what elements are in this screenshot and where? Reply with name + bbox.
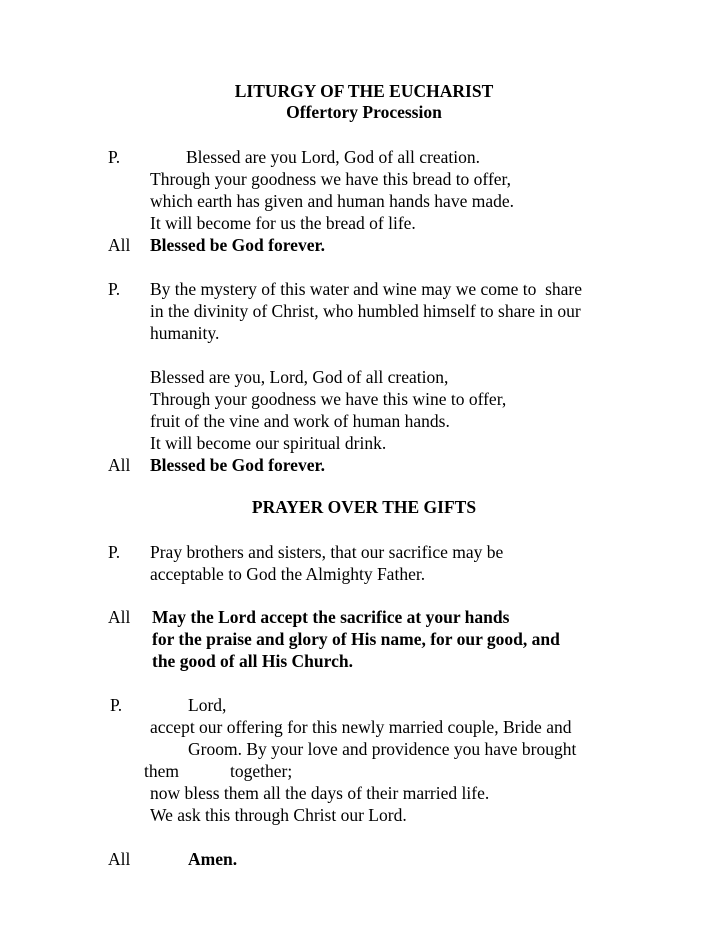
prayer-line: accept our offering for this newly married couple, Bride and [150,717,572,737]
prayer-line: Pray brothers and sisters, that our sacrifice may be [150,542,504,562]
prayer-line: Through your goodness we have this wine to offer, [150,389,507,409]
prayer-line: It will become our spiritual drink. [150,433,387,453]
page-title: LITURGY OF THE EUCHARIST [234,81,494,101]
prayer-line: which earth has given and human hands have made. [150,191,514,211]
speaker-label: P. [108,542,121,562]
prayer-line: It will become for us the bread of life. [150,213,416,233]
speaker-label: P. [108,279,121,299]
prayer-line: Blessed are you Lord, God of all creation. [186,147,481,167]
speaker-label: P. [110,695,123,715]
prayer-line: acceptable to God the Almighty Father. [150,564,426,584]
response-line: Blessed be God forever. [150,235,325,255]
response-line: for the praise and glory of His name, for our good, and [152,629,560,649]
prayer-line: Groom. By your love and providence you have brought [188,739,577,759]
speaker-label: P. [108,147,121,167]
speaker-label: All [108,235,131,255]
section-heading: PRAYER OVER THE GIFTS [251,497,477,517]
prayer-line: Blessed are you, Lord, God of all creation, [150,367,449,387]
page-subtitle: Offertory Procession [286,102,442,122]
speaker-label: All [108,849,131,869]
speaker-label: All [108,607,131,627]
prayer-line: them [144,761,179,781]
response-line: Amen. [188,849,238,869]
prayer-line: now bless them all the days of their married life. [150,783,490,803]
prayer-line: fruit of the vine and work of human hands. [150,411,450,431]
response-line: the good of all His Church. [152,651,353,671]
prayer-line: We ask this through Christ our Lord. [150,805,407,825]
prayer-line: together; [230,761,293,781]
prayer-line: Lord, [188,695,227,715]
prayer-line: By the mystery of this water and wine may we come to share [150,279,583,299]
prayer-line: in the divinity of Christ, who humbled himself to share in our [150,301,581,321]
response-line: Blessed be God forever. [150,455,325,475]
speaker-label: All [108,455,131,475]
prayer-line: humanity. [150,323,220,343]
prayer-line: Through your goodness we have this bread to offer, [150,169,512,189]
response-line: May the Lord accept the sacrifice at your hands [152,607,510,627]
